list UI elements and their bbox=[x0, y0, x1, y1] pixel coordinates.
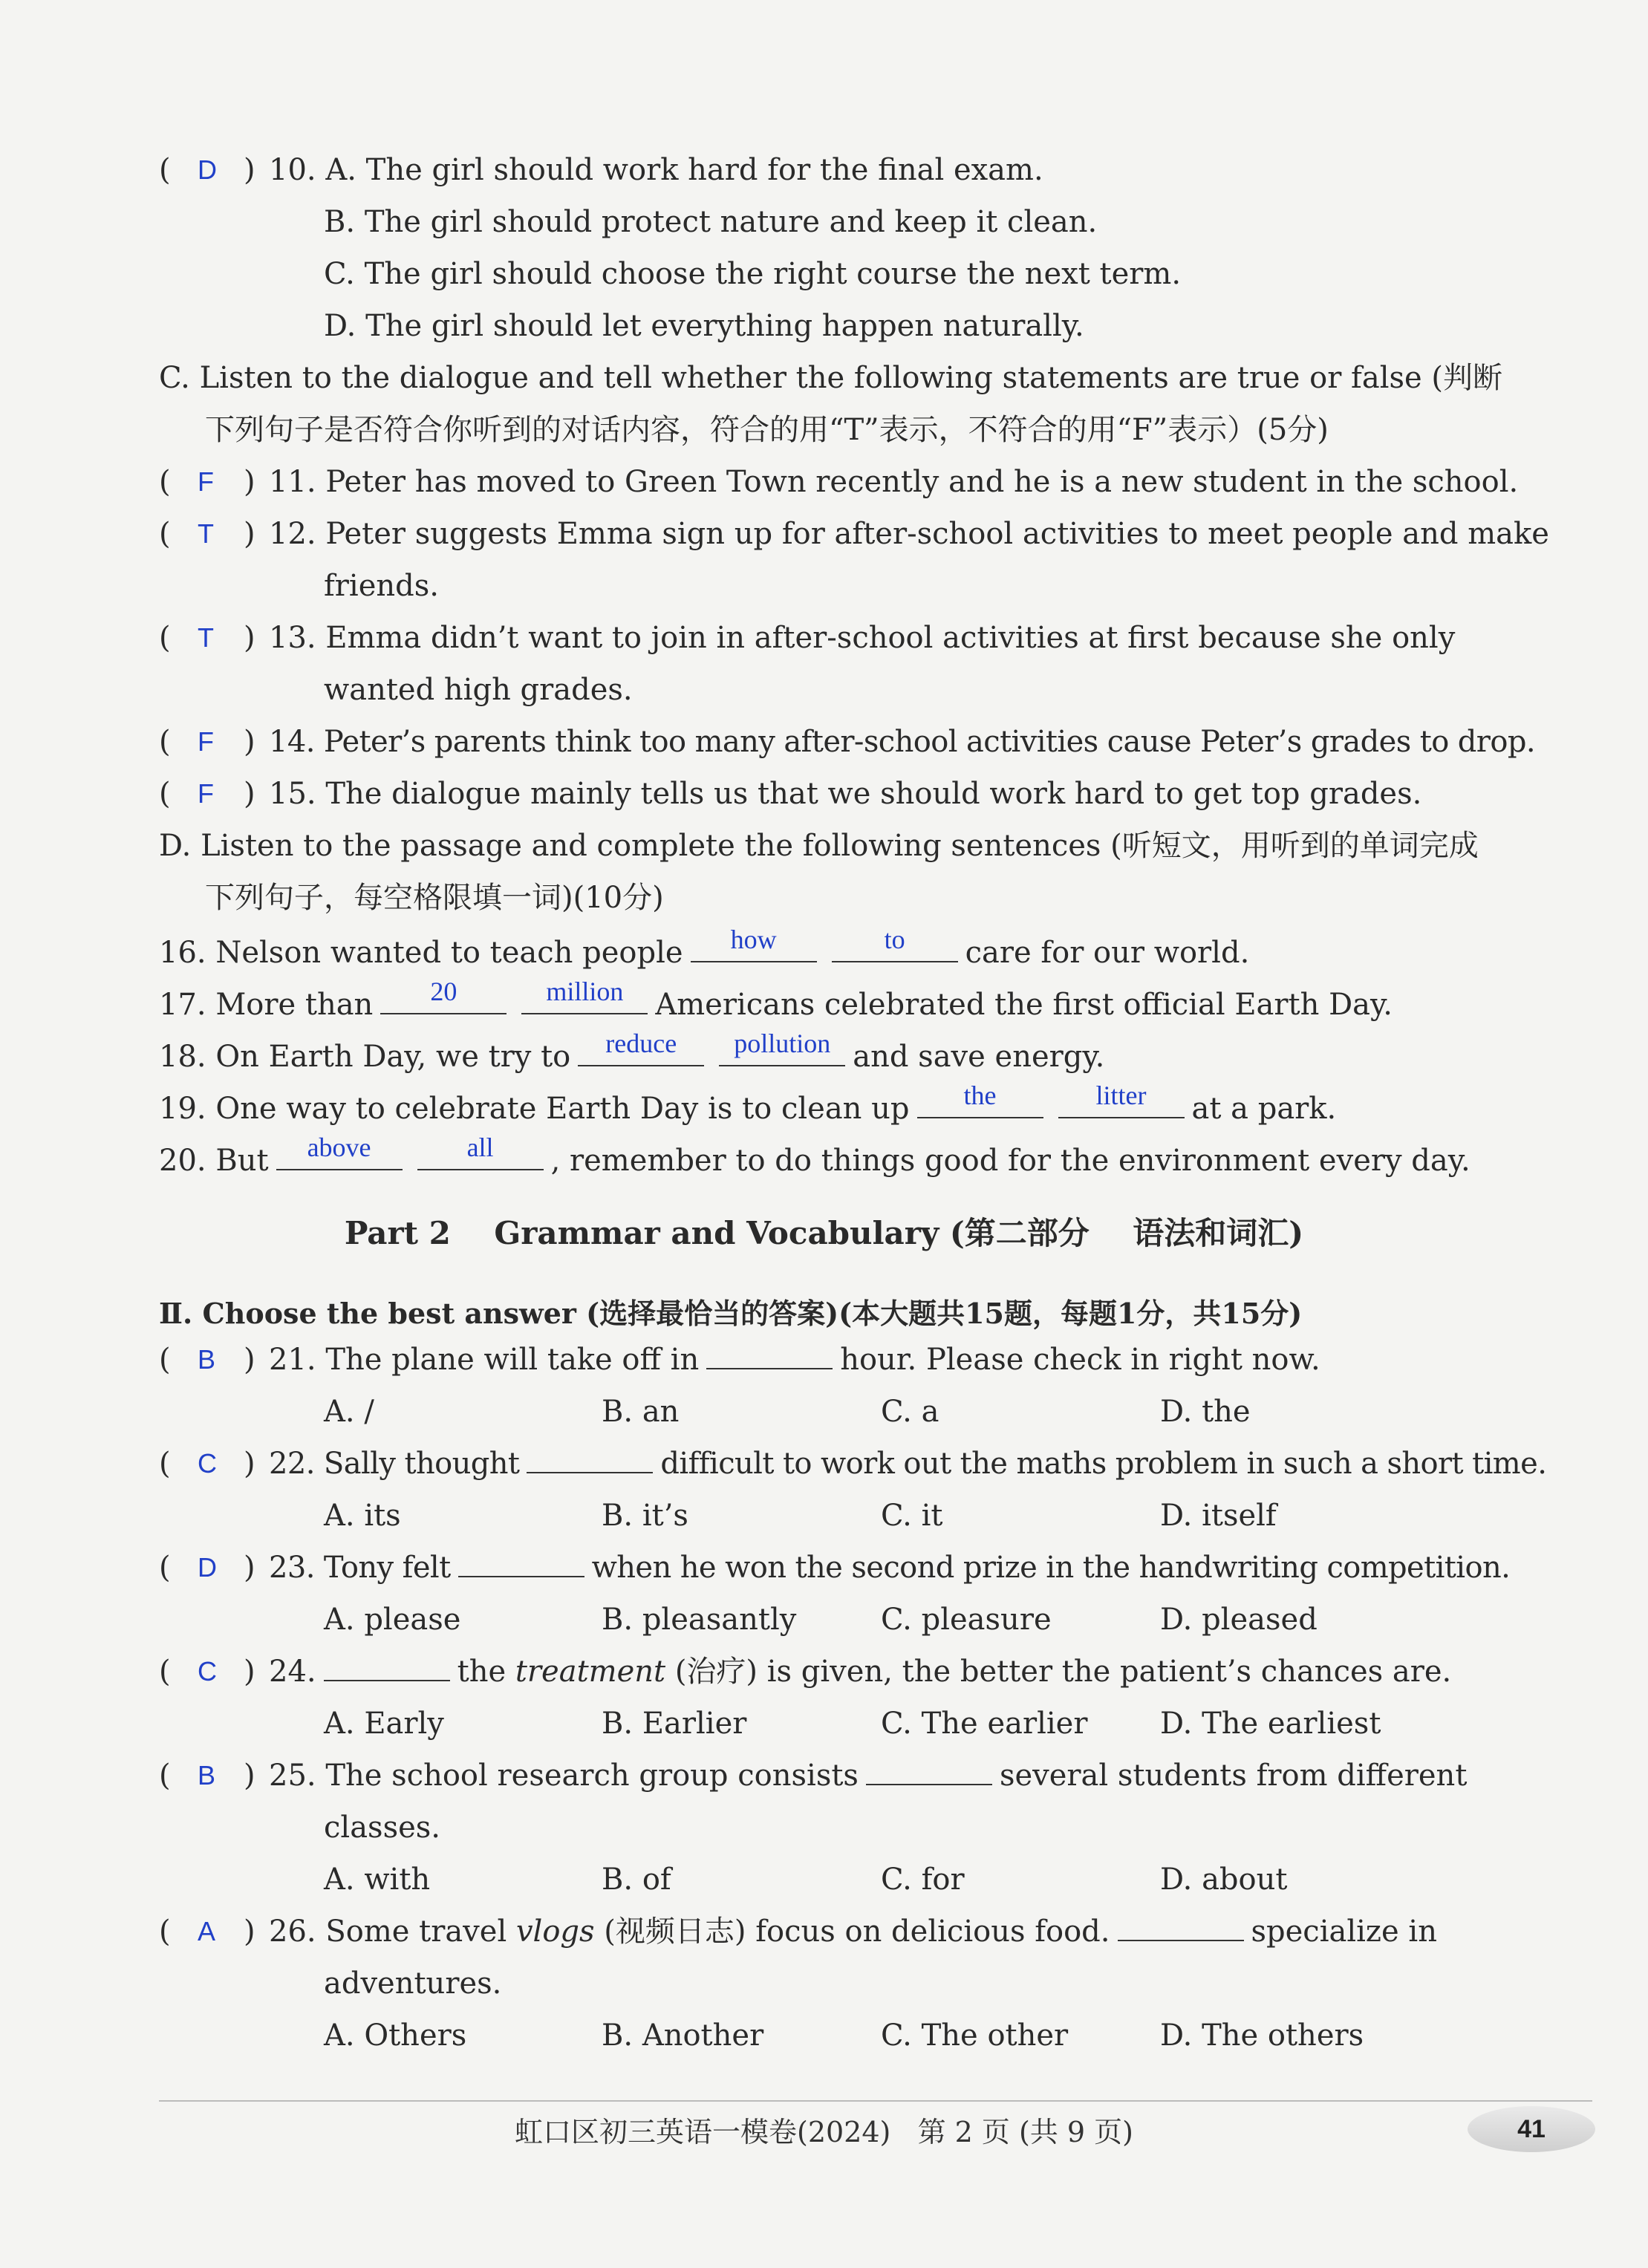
answer-blank: the bbox=[917, 1087, 1043, 1118]
answer-mark: T bbox=[198, 518, 214, 549]
answer-blank: reduce bbox=[578, 1035, 704, 1066]
answer-mark: A bbox=[198, 1916, 216, 1946]
exam-page: ( D ) 10. A. The girl should work hard for the final exam. B. The girl should protect nature and keep it clean. C. The girl should choose the right course the next term. D. The girl should let everything happen naturally. C. Listen to the dialogue and tell whether the following statements are true or false (判断 下列句子是否符合你听到的对话内容，符合的用“T”表示，不符合的用“F”表示）(5分) ( F ) 11. Peter has moved to Green Town recently and he is a new student in the school. ( T ) 12. Peter suggests Emma sign up for after-school activities to meet people and make friends. ( T ) 13. Emma didn’t want to join in after-school activities at first because she only wanted high grades. ( F ) 14. Peter’s parents think too many after-school activities cause Peter’s grades to drop. ( F ) 15. The dialogue mainly tells us that we should work hard to get top grades. D. Listen to the passage and complete the following sentences (听短文，用听到的单词完成 下列句子，每空格限填一词)(10分) 16. Nelson wanted to teach people how to care for our world. 17. More than 20 million Americans celebrated the first official Earth Day. 18. On Earth Day, we try to reduce pollution and save energy. 19. One way to celebrate Earth Day is to clean up the litter at a park. 20. But above all , remember to do things good for the environment every day. Part 2 Grammar and Vocabulary (第二部分 语法和词汇) Ⅱ. Choose the best answer (选择最恰当的答案)(本大题共15题，每题1分，共15分) ( B ) 21. The plane will take off in hour. Please check in right now. A. / B. an C. a D. the ( C ) 22. Sally thought difficult to work out the maths problem in such a short time. A. its B. it’s C. it D. itself ( D ) 23. Tony felt when he won the second prize in the handwriting competition. A. please B. pleasantly C. pleasure D. pleased ( C ) 24. the treatment (治疗) is given, the better the patient’s chances are. A. Early B. Earlier C. The earlier D. The earliest ( B ) 25. The school research group consists several students from different classes. A. with B. of C. for D. about ( A ) 26. Some travel vlogs (视频日志) focus on delicious food. specialize in adventures. A. Others B. Another C. The other D. The others 虹口区初三英语一模卷(2024) 第 2 页 (共 9 页) 41 bbox=[0, 0, 1648, 2268]
answer-mark: B bbox=[198, 1760, 216, 1790]
answer-blank bbox=[706, 1341, 833, 1369]
option-a: A. The girl should work hard for the final exam. bbox=[325, 153, 1043, 187]
answer-mark: B bbox=[198, 1344, 216, 1375]
answer-blank: all bbox=[417, 1139, 544, 1170]
answer-blank: litter bbox=[1058, 1087, 1185, 1118]
option-b: B. The girl should protect nature and keep it clean. bbox=[324, 205, 1098, 239]
section-c-instruction-cont: 下列句子是否符合你听到的对话内容，符合的用“T”表示，不符合的用“F”表示）(5分) bbox=[205, 413, 1329, 447]
page-number-badge: 41 bbox=[1468, 2106, 1595, 2152]
answer-blank: 20 bbox=[380, 983, 507, 1014]
answer-blank: pollution bbox=[719, 1035, 845, 1066]
answer-mark: C bbox=[198, 1448, 217, 1479]
option-d: D. The girl should let everything happen naturally. bbox=[324, 309, 1084, 343]
answer-mark: F bbox=[198, 726, 214, 757]
section-d-instruction: D. Listen to the passage and complete the following sentences (听短文，用听到的单词完成 bbox=[159, 829, 1479, 863]
answer-blank bbox=[324, 1653, 450, 1681]
answer-mark: C bbox=[198, 1656, 217, 1687]
answer-blank bbox=[1118, 1913, 1244, 1941]
page-footer: 虹口区初三英语一模卷(2024) 第 2 页 (共 9 页) bbox=[515, 2116, 1133, 2148]
footer-divider bbox=[159, 2100, 1592, 2102]
answer-blank: million bbox=[521, 983, 648, 1014]
answer-blank: to bbox=[832, 931, 958, 962]
answer-mark: D bbox=[198, 154, 217, 185]
answer-blank bbox=[866, 1757, 992, 1785]
answer-mark: F bbox=[198, 778, 214, 809]
answer-blank bbox=[458, 1549, 584, 1577]
answer-blank: how bbox=[691, 931, 817, 962]
answer-blank bbox=[527, 1445, 653, 1473]
part-2-heading: Part 2 Grammar and Vocabulary (第二部分 语法和词汇) bbox=[344, 1215, 1304, 1251]
option-c: C. The girl should choose the right course the next term. bbox=[324, 257, 1182, 291]
section-2-heading: Ⅱ. Choose the best answer (选择最恰当的答案)(本大题共15题，每题1分，共15分) bbox=[159, 1297, 1303, 1330]
answer-mark: T bbox=[198, 622, 214, 653]
answer-blank: above bbox=[276, 1139, 403, 1170]
answer-mark: D bbox=[198, 1552, 217, 1583]
section-d-instruction-cont: 下列句子，每空格限填一词)(10分) bbox=[205, 881, 664, 915]
answer-mark: F bbox=[198, 466, 214, 497]
section-c-instruction: C. Listen to the dialogue and tell whether the following statements are true or false (判断 bbox=[159, 361, 1503, 395]
